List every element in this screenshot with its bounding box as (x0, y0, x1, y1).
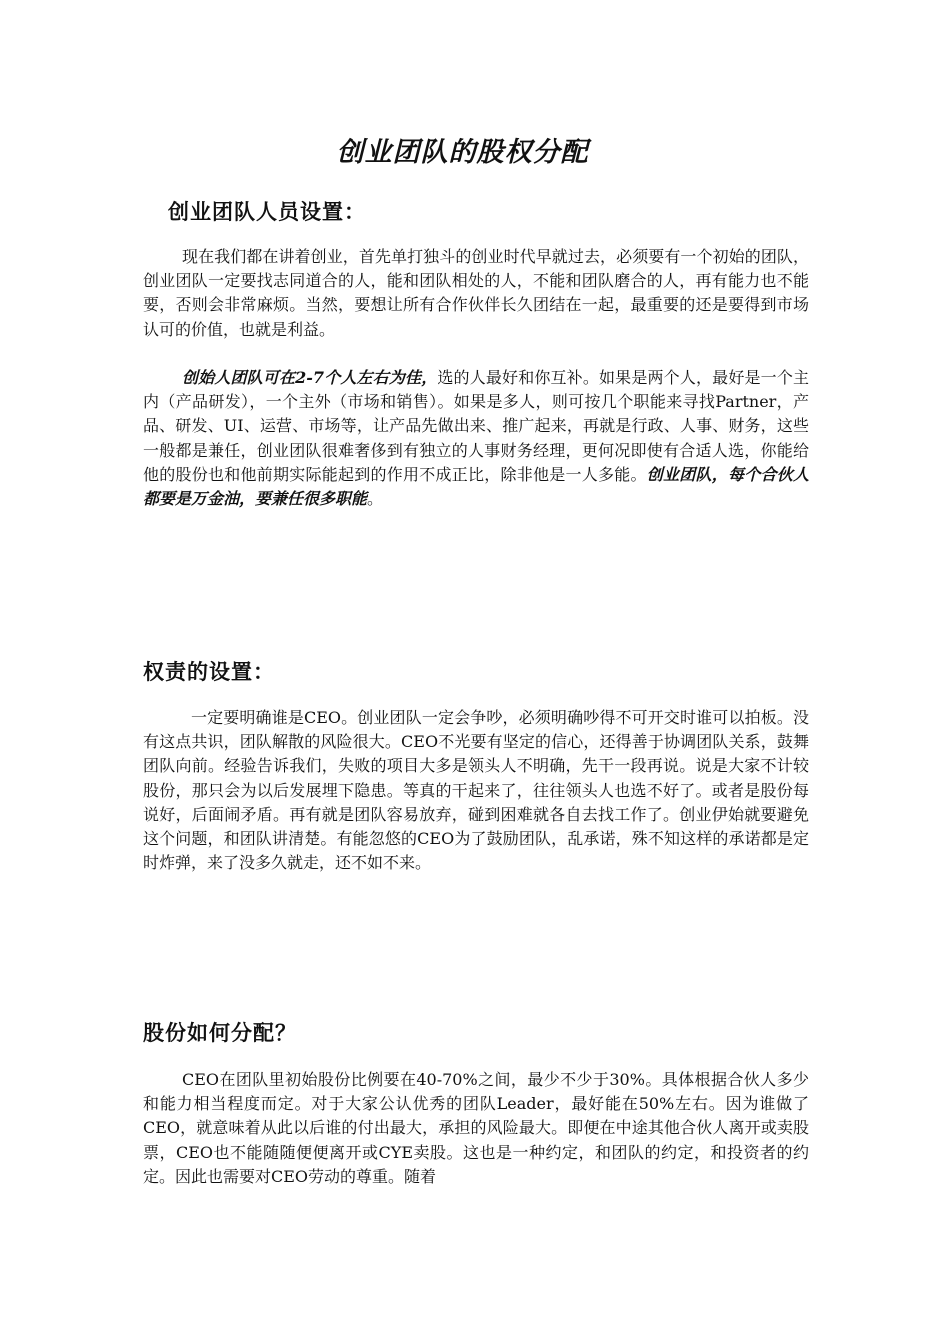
paragraph-share-allocation: CEO在团队里初始股份比例要在40-70%之间，最少不少于30%。具体根据合伙人多少和能力相当程度而定。对于大家公认优秀的团队Leader，最好能在50%左右。因为谁做了CEO，就意味着从此以后谁的付出最大，承担的风险最大。即便在中途其他合伙人离开或卖股票，CEO也不能随随便便离开或CYE卖股。这也是一种约定，和团队的约定，和投资者的约定。因此也需要对CEO劳动的尊重。随着 (143, 1070, 809, 1186)
section-heading-responsibilities: 权责的设置： (143, 660, 275, 684)
paragraph-founder-end: 。 (367, 489, 384, 509)
paragraph-ceo-role: 一定要明确谁是CEO。创业团队一定会争吵，必须明确吵得不可开交时谁可以拍板。没有这点共识，团队解散的风险很大。CEO不光要有坚定的信心，还得善于协调团队关系，鼓舞团队向前。经验告诉我们，失败的项目大多是领头人不明确，先干一段再说。说是大家不计较股份，那只会为以后发展埋下隐患。等真的干起来了，往往领头人也选不好了。或者是股份每说好，后面闹矛盾。再有就是团队容易放弃，碰到困难就各自去找工作了。创业伊始就要避免这个问题，和团队讲清楚。有能忽悠的CEO为了鼓励团队，乱承诺，殊不知这样的承诺都是定时炸弹，来了没多久就走，还不如不来。 (143, 708, 809, 873)
emphasis-all-rounder: 创业团队，每个合伙人都要是万金油，要兼任很多职能 (143, 464, 809, 509)
paragraph-founder-team (143, 366, 809, 511)
emphasis-founder-size: 创始人团队可在2-7个人左右为佳， (182, 368, 438, 387)
paragraph-team-intro: 现在我们都在讲着创业，首先单打独斗的创业时代早就过去，必须要有一个初始的团队，创业团队一定要找志同道合的人，能和团队相处的人，不能和团队磨合的人，再有能力也不能要，否则会非常麻烦。当然，要想让所有合作伙伴长久团结在一起，最重要的还是要得到市场认可的价值，也就是利益。 (143, 247, 809, 339)
section-heading-share-allocation: 股份如何分配？ (143, 1021, 297, 1045)
document-title: 创业团队的股权分配 (336, 137, 589, 168)
section-heading-team-setup: 创业团队人员设置： (168, 200, 366, 224)
paragraph-founder-body: 选的人最好和你互补。如果是两个人，最好是一个主内（产品研发），一个主外（市场和销售）。如果是多人，则可按几个职能来寻找Partner，产品、研发、UI、运营、市场等，让产品先做出来、推广起来，再就是行政、人事、财务，这些一般都是兼任，创业团队很难奢侈到有独立的人事财务经理，更何况即使有合适人选，你能给他的股份也和他前期实际能起到的作用不成正比，除非他是一人多能。 (143, 368, 809, 484)
